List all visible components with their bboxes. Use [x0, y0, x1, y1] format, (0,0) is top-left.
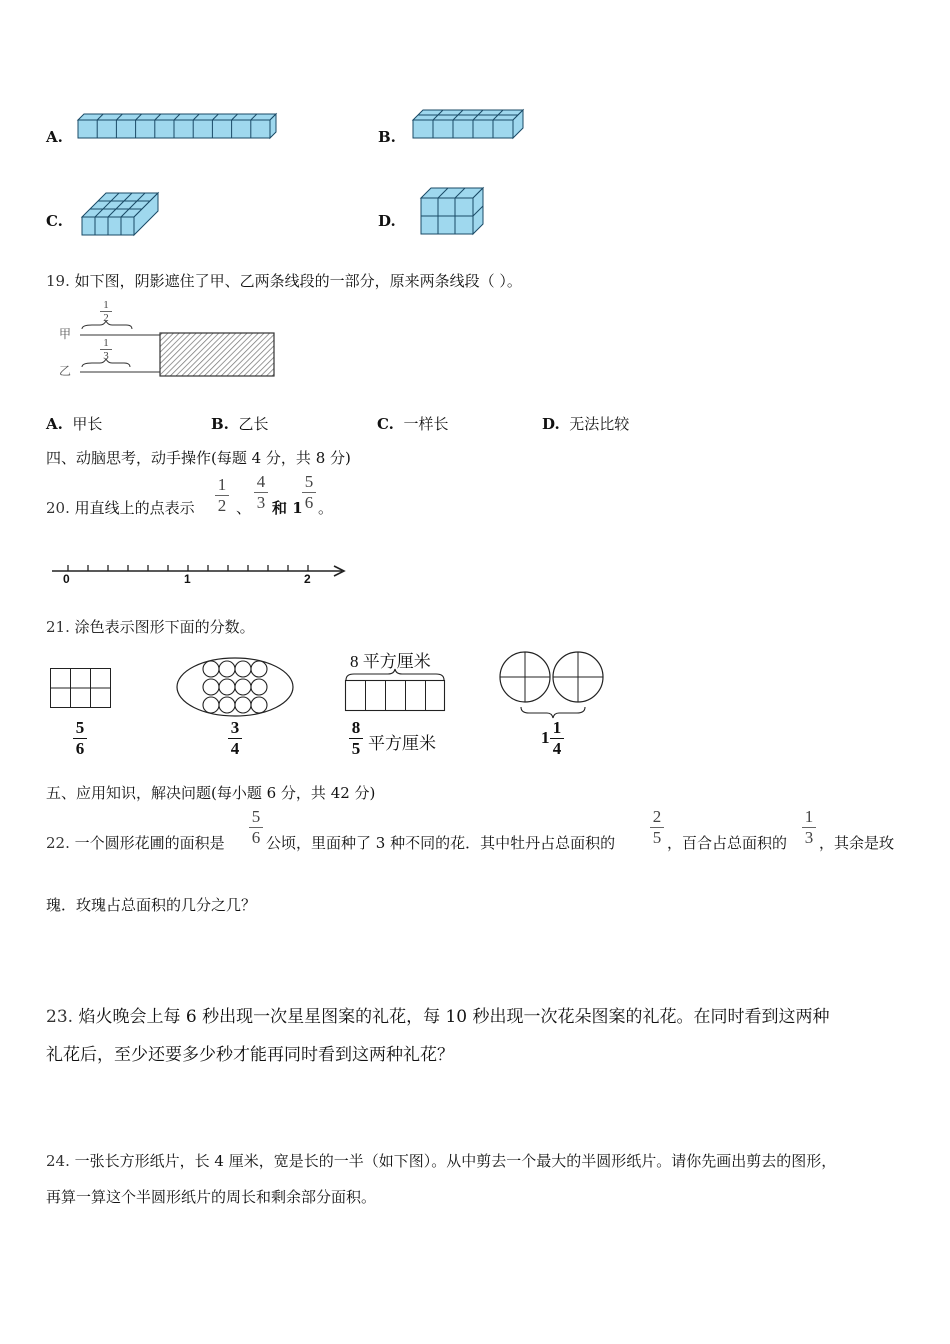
q22-frac-3-num: 1: [804, 807, 814, 826]
q19-option-d-key: D.: [542, 415, 560, 433]
q20-frac-3: [302, 473, 316, 512]
q21-fig3-den: 5: [351, 739, 361, 758]
q22-frac-1-den: 6: [251, 828, 261, 847]
q23-line2: 礼花后，至少还要多少秒才能再同时看到这两种礼花？: [46, 1045, 454, 1065]
q21-fig3-frac: [349, 719, 363, 758]
q21-fig3-unit: 平方厘米: [368, 734, 436, 753]
option-d-label: D.: [378, 212, 396, 230]
cubes-2x5: [413, 110, 527, 142]
q21-fig2-num: 3: [230, 718, 240, 737]
q19-frac-jia-den: 2: [103, 312, 109, 324]
q19-option-b[interactable]: [211, 413, 268, 434]
q22-frac-3: [802, 808, 816, 847]
q19-frac-yi-num: 1: [103, 337, 109, 349]
q20-sep-1: 、: [236, 499, 252, 517]
q24-line1: [46, 1150, 836, 1171]
q21-fig4-den: 4: [552, 739, 562, 758]
q20-end: 。: [318, 499, 334, 517]
q19-frac-jia: [100, 300, 112, 323]
axis-label-2: 2: [304, 572, 311, 586]
q19-option-c[interactable]: [377, 413, 448, 434]
q22-line1-a: [46, 832, 225, 853]
q19-option-a-key: A.: [46, 415, 63, 433]
q22-part2: 公顷，里面种了 3 种不同的花．其中牡丹占总面积的: [266, 834, 616, 852]
q20-number: 20.: [46, 499, 70, 517]
cubes-3x4-flat: [82, 193, 162, 237]
option-a-label: A.: [46, 128, 63, 146]
option-c-label: C.: [46, 212, 63, 230]
cubes-row-10: [78, 114, 278, 140]
q22-frac-1-num: 5: [251, 807, 261, 826]
q21-question: [46, 616, 255, 637]
q24-text-1: 一张长方形纸片，长 4 厘米，宽是长的一半（如下图）。从中剪去一个最大的半圆形纸片。请你先画出剪去的图形，: [74, 1152, 837, 1170]
section4-heading: 四、动脑思考，动手操作(每题 4 分，共 8 分): [46, 449, 351, 467]
q20-question: [46, 497, 195, 518]
q19-frac-yi-den: 3: [103, 350, 109, 362]
q19-option-b-key: B.: [211, 415, 229, 433]
q22-frac-1: [249, 808, 263, 847]
q19-question: [46, 270, 522, 291]
q22-frac-3-den: 3: [804, 828, 814, 847]
q22-part4: ，其余是玫: [819, 834, 895, 852]
q21-fig2-den: 4: [230, 739, 240, 758]
q19-segment-figure: [56, 303, 286, 381]
q19-option-d-text: 无法比较: [569, 415, 630, 433]
q20-frac-2-den: 3: [256, 493, 266, 512]
q20-frac-1: [215, 476, 229, 515]
q22-frac-2-den: 5: [652, 828, 662, 847]
q19-option-b-text: 乙长: [238, 415, 269, 433]
q19-option-c-key: C.: [377, 415, 394, 433]
q20-text: 用直线上的点表示: [74, 499, 195, 517]
q21-fig2-frac: [228, 719, 242, 758]
q19-label-jia: 甲: [59, 327, 72, 341]
q21-rect-grid[interactable]: [50, 668, 114, 710]
q19-frac-jia-num: 1: [103, 299, 109, 311]
q22-part1: 一个圆形花圃的面积是: [74, 834, 225, 852]
q24-number: 24.: [46, 1152, 70, 1170]
q22-frac-2-num: 2: [652, 807, 662, 826]
q20-frac-3-num: 5: [304, 472, 314, 491]
q24-line2: 再算一算这个半圆形纸片的周长和剩余部分面积。: [46, 1188, 377, 1206]
q20-frac-2: [254, 473, 268, 512]
q21-fig4-num: 1: [552, 718, 562, 737]
q19-option-a[interactable]: [46, 413, 102, 434]
q19-option-c-text: 一样长: [403, 415, 449, 433]
q21-rect-5parts[interactable]: [344, 668, 448, 714]
cubes-2x3-stack: [421, 188, 487, 238]
q21-fig3-top-label: 8 平方厘米: [350, 652, 431, 671]
q21-fig3-num: 8: [351, 718, 361, 737]
axis-label-0: 0: [63, 572, 70, 586]
q21-two-circles[interactable]: [499, 651, 607, 721]
q21-ellipse-circles[interactable]: [175, 656, 295, 720]
q21-fig4-whole: 1: [541, 728, 550, 747]
q22-part3: ，百合占总面积的: [667, 834, 788, 852]
q21-number: 21.: [46, 618, 70, 636]
q20-frac-3-den: 6: [304, 493, 314, 512]
q22-number: 22.: [46, 834, 70, 852]
q20-sep-2: 和 1: [272, 499, 303, 517]
q19-option-a-text: 甲长: [72, 415, 103, 433]
q20-frac-1-den: 2: [217, 496, 227, 515]
q19-frac-yi: [100, 338, 112, 361]
q19-text: 如下图，阴影遮住了甲、乙两条线段的一部分，原来两条线段（ ）。: [74, 272, 522, 290]
section5-heading: 五、应用知识，解决问题(每小题 6 分，共 42 分): [46, 784, 376, 802]
q19-number: 19.: [46, 272, 70, 290]
q19-label-yi: 乙: [59, 364, 72, 378]
q22-line2: 瑰．玫瑰占总面积的几分之几？: [46, 896, 257, 914]
q20-frac-2-num: 4: [256, 472, 266, 491]
q21-fig1-den: 6: [75, 739, 85, 758]
option-b-label: B.: [378, 128, 396, 146]
q21-fig4-frac: [550, 719, 564, 758]
q22-frac-2: [650, 808, 664, 847]
q23-line1: [46, 1002, 830, 1027]
q23-text-1: 焰火晚会上每 6 秒出现一次星星图案的礼花，每 10 秒出现一次花朵图案的礼花。在同时看到这两种: [78, 1007, 830, 1027]
axis-label-1: 1: [184, 572, 191, 586]
q21-fig1-frac: [73, 719, 87, 758]
q20-frac-1-num: 1: [217, 475, 227, 494]
q19-option-d[interactable]: [542, 413, 629, 434]
q23-number: 23.: [46, 1007, 74, 1027]
q21-fig1-num: 5: [75, 718, 85, 737]
q21-text: 涂色表示图形下面的分数。: [74, 618, 255, 636]
